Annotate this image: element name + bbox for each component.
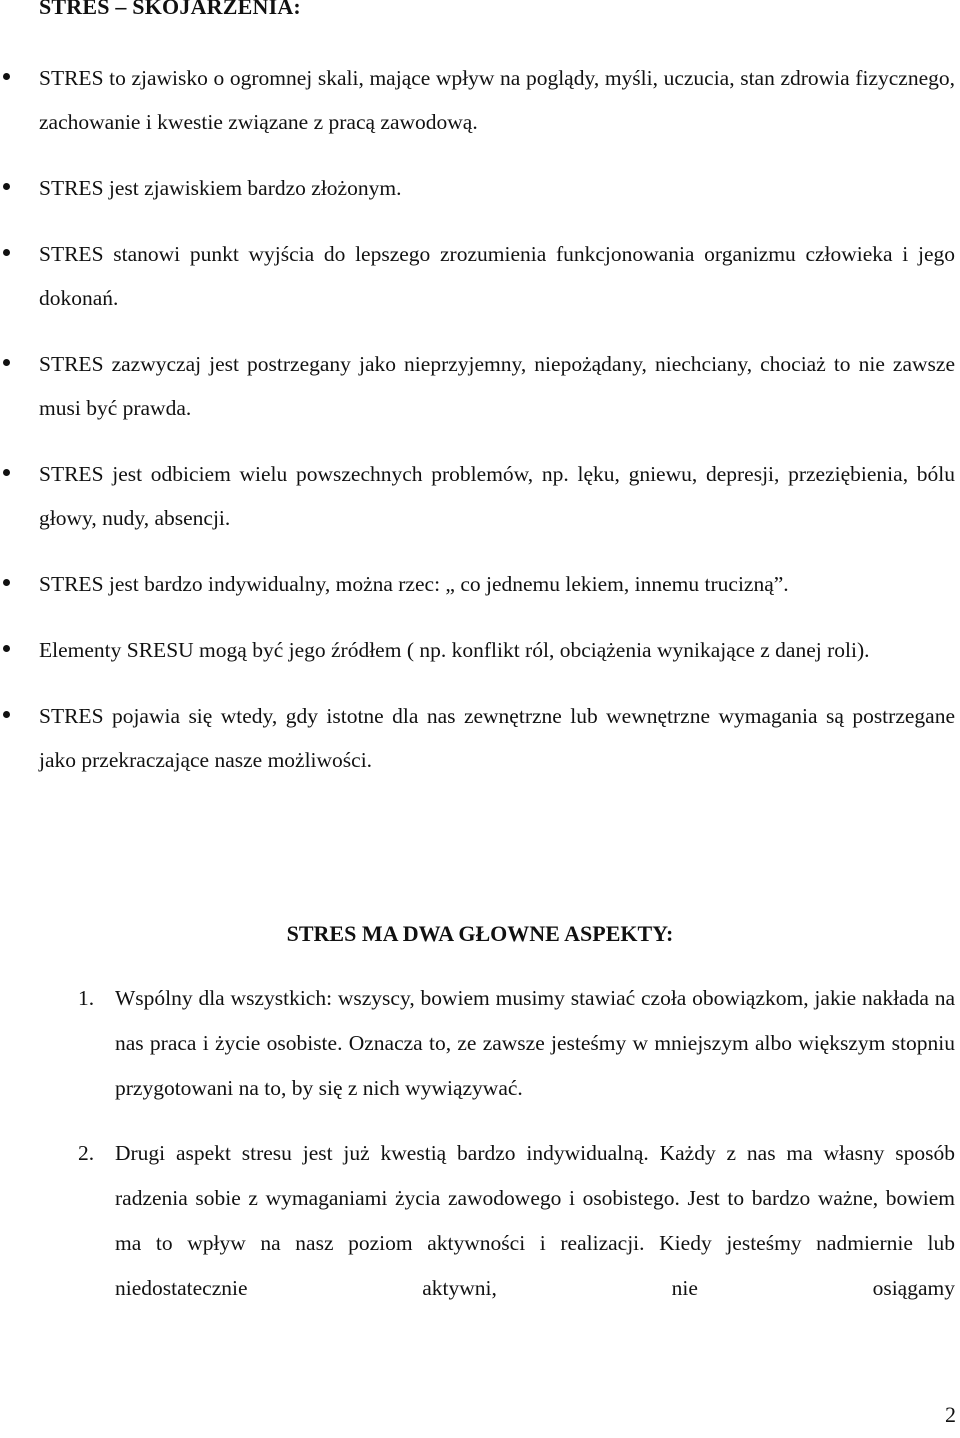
bullet-item — [0, 562, 955, 606]
aspect-text: Wspólny dla wszystkich: wszyscy, bowiem musimy stawiać czoła obowiązkom, jakie nakłada na nas praca i życie osobiste. Oznacza to, ze zawsze jesteśmy w mniejszym albo większym stopniu przygotowani na to, by się z nich wywiązywać. — [115, 986, 955, 1100]
bullet-item — [0, 694, 955, 782]
bullet-item — [0, 56, 955, 144]
bullet-dot-icon — [3, 249, 10, 256]
page-heading: STRES – SKOJARZENIA: — [39, 0, 301, 19]
bullet-item — [0, 628, 955, 672]
aspect-text: Drugi aspekt stresu jest już kwestią bardzo indywidualną. Każdy z nas ma własny sposób radzenia sobie z wymaganiami życia zawodowego i osobistego. Jest to bardzo ważne, bowiem ma to wpływ na nasz poziom aktywności i realizacji. Kiedy jesteśmy nadmiernie lub niedostatecznie aktywni, nie osiągamy — [115, 1141, 955, 1300]
bullet-text: STRES jest zjawiskiem bardzo złożonym. — [39, 176, 402, 200]
bullet-list — [0, 56, 960, 804]
bullet-dot-icon — [3, 183, 10, 190]
bullet-dot-icon — [3, 73, 10, 80]
bullet-item — [0, 232, 955, 320]
bullet-text: STRES to zjawisko o ogromnej skali, mające wpływ na poglądy, myśli, uczucia, stan zdrowia fizycznego, zachowanie i kwestie związane z pracą zawodową. — [39, 66, 955, 134]
bullet-text: STRES jest odbiciem wielu powszechnych problemów, np. lęku, gniewu, depresji, przeziębienia, bólu głowy, nudy, absencji. — [39, 462, 955, 530]
aspect-item — [0, 976, 955, 1111]
bullet-item — [0, 342, 955, 430]
bullet-text: STRES pojawia się wtedy, gdy istotne dla nas zewnętrzne lub wewnętrzne wymagania są postrzegane jako przekraczające nasze możliwości. — [39, 704, 955, 772]
bullet-dot-icon — [3, 645, 10, 652]
aspect-number: 1. — [78, 986, 95, 1010]
bullet-text: STRES jest bardzo indywidualny, można rzec: „ co jednemu lekiem, innemu trucizną”. — [39, 572, 789, 596]
aspects-list — [0, 976, 960, 1331]
bullet-dot-icon — [3, 579, 10, 586]
bullet-dot-icon — [3, 359, 10, 366]
aspect-item — [0, 1131, 955, 1311]
bullet-text: STRES zazwyczaj jest postrzegany jako nieprzyjemny, niepożądany, niechciany, chociaż to nie zawsze musi być prawda. — [39, 352, 955, 420]
section-heading: STRES MA DWA GŁOWNE ASPEKTY: — [286, 921, 674, 946]
bullet-text: Elementy SRESU mogą być jego źródłem ( np. konflikt ról, obciążenia wynikające z danej roli). — [39, 638, 870, 662]
bullet-text: STRES stanowi punkt wyjścia do lepszego zrozumienia funkcjonowania organizmu człowieka i jego dokonań. — [39, 242, 955, 310]
bullet-dot-icon — [3, 469, 10, 476]
bullet-item — [0, 452, 955, 540]
bullet-dot-icon — [3, 711, 10, 718]
aspect-number: 2. — [78, 1141, 95, 1165]
page-number: 2 — [945, 1402, 956, 1427]
bullet-item — [0, 166, 955, 210]
